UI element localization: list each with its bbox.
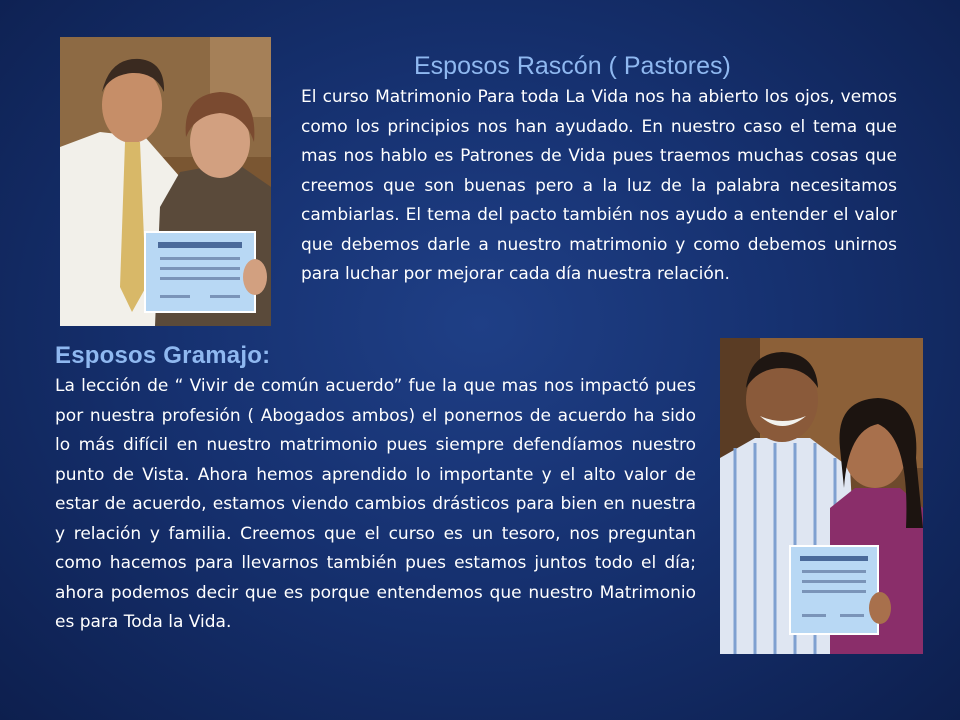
photo-esposos-gramajo	[720, 338, 923, 654]
photo-rascon-drawing	[60, 37, 271, 326]
testimony-text-rascon: El curso Matrimonio Para toda La Vida nos ha abierto los ojos, vemos como los principios nos han ayudado. En nuestro caso el tema que mas nos hablo es Patrones de Vida pues traemos muchas cosas que creemos que son buenas pero a la luz de la palabra necesitamos cambiarlas. El tema del pacto también nos ayudo a entender el valor que debemos darle a nuestro matrimonio y como debemos unirnos para luchar por mejorar cada día nuestra relación.	[301, 87, 897, 284]
photo-esposos-rascon	[60, 37, 271, 326]
photo-gramajo-drawing	[720, 338, 923, 654]
testimony-text-gramajo: La lección de “ Vivir de común acuerdo” fue la que mas nos impactó pues por nuestra profesión ( Abogados ambos) el ponernos de acuerdo ha sido lo más difícil en nuestro matrimonio pues siempre defendíamos nuestro punto de Vista. Ahora hemos aprendido lo importante y el alto valor de estar de acuerdo, estamos viendo cambios drásticos para bien en nuestra y relación y familia. Creemos que el curso es un tesoro, nos preguntan como hacemos para llevarnos también pues estamos juntos todo el día; ahora podemos decir que es porque entendemos que nuestro Matrimonio es para Toda la Vida.	[55, 376, 696, 632]
section-title-rascon: Esposos Rascón ( Pastores)	[414, 52, 731, 80]
section-title-gramajo: Esposos Gramajo:	[55, 342, 271, 369]
